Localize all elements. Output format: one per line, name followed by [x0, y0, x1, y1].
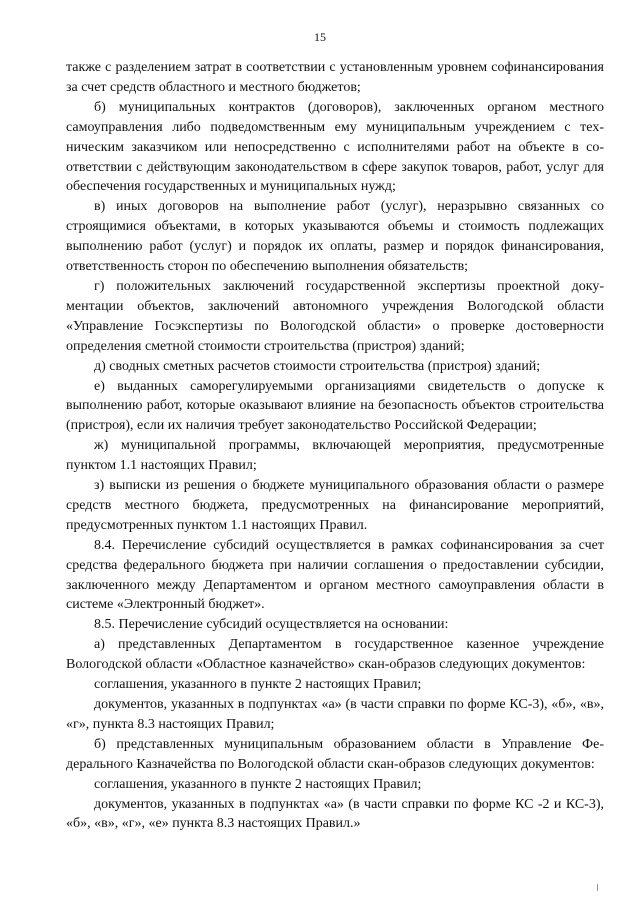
scan-edge-mark [597, 884, 598, 891]
paragraph-8-5-b-documents: документов, указанных в подпунктах «а» (в части справки по форме КС -2 и КС-3), «б», «в», «г», «е» пункта 8.3 настоящих Правил.» [66, 796, 604, 832]
paragraph-g-expertise-conclusions: г) положительных заключений государственной экспертизы проектной документации объектов, заключений автономного учреждения Вологодской области «Управление Госэкспертизы по Вологодской области» о проверке достоверности определения сметной стоимости строительства (пристроя) зданий; [66, 278, 604, 354]
paragraph-8-5-a-documents: документов, указанных в подпунктах «а» (в части справки по форме КС-3), «б», «в», «г», пункта 8.3 настоящих Правил; [66, 697, 604, 732]
paragraph-8-5: 8.5. Перечисление субсидий осуществляется на основании: [94, 617, 449, 633]
document-body [66, 58, 604, 834]
paragraph-b-municipal-contracts: б) муниципальных контрактов (договоров), заключенных органом местного самоуправления либо подведомственным ему муниципальным учреждением с техническим заказчиком или непосредственно с исполнителями работ на объекте в соответствии с действующим законодательством в сфере закупок товаров, работ, услуг для обеспечения государственных и муниципальных нужд; [66, 99, 604, 195]
paragraph-d-cost-estimates: д) сводных сметных расчетов стоимости строительства (пристроя) зданий; [94, 358, 541, 374]
paragraph-continuation: также с разделением затрат в соответствии с установленным уровнем софинансирования за счет средств областного и местного бюджетов; [66, 60, 604, 95]
paragraph-8-5-b-agreement: соглашения, указанного в пункте 2 настоящих Правил; [94, 776, 422, 792]
paragraph-8-4: 8.4. Перечисление субсидий осуществляется в рамках софинансирования за счет средства федерального бюджета при наличии соглашения о предоставлении субсидии, заключенного между Департаментом и органом местного самоуправления области в системе «Электронный бюджет». [66, 537, 604, 613]
paragraph-8-5-a-agreement: соглашения, указанного в пункте 2 настоящих Правил; [94, 677, 422, 693]
paragraph-8-5-b: б) представленных муниципальным образованием области в Управление Федерального Казначейства по Вологодской области скан-образов следующих документов: [66, 736, 604, 772]
paragraph-zh-municipal-program: ж) муниципальной программы, включающей мероприятия, предусмотренные пунктом 1.1 настоящих Правил; [66, 438, 604, 474]
page-number: 15 [314, 30, 326, 44]
paragraph-8-5-a: а) представленных Департаментом в государственное казенное учреждение Вологодской области «Областное казначейство» скан-образов следующих документов: [66, 637, 604, 673]
paragraph-e-certificates: е) выданных саморегулируемыми организациями свидетельств о допуске к выполнению работ, которые оказывают влияние на безопасность объектов строительства (пристроя), если их наличия требует законодательство Российской Федерации; [66, 378, 604, 434]
paragraph-z-budget-extract: з) выписки из решения о бюджете муниципального образования области о размере средств местного бюджета, предусмотренных на финансирование мероприятий, предусмотренных пунктом 1.1 настоящих Правил. [66, 478, 604, 533]
paragraph-v-other-agreements: в) иных договоров на выполнение работ (услуг), неразрывно связанных со строящимися объектами, в которых указываются объемы и стоимость подлежащих выполнению работ (услуг) и порядок их оплаты, размер и порядок финансирования, ответственность сторон по обеспечению выполнения обязательств; [66, 199, 604, 275]
